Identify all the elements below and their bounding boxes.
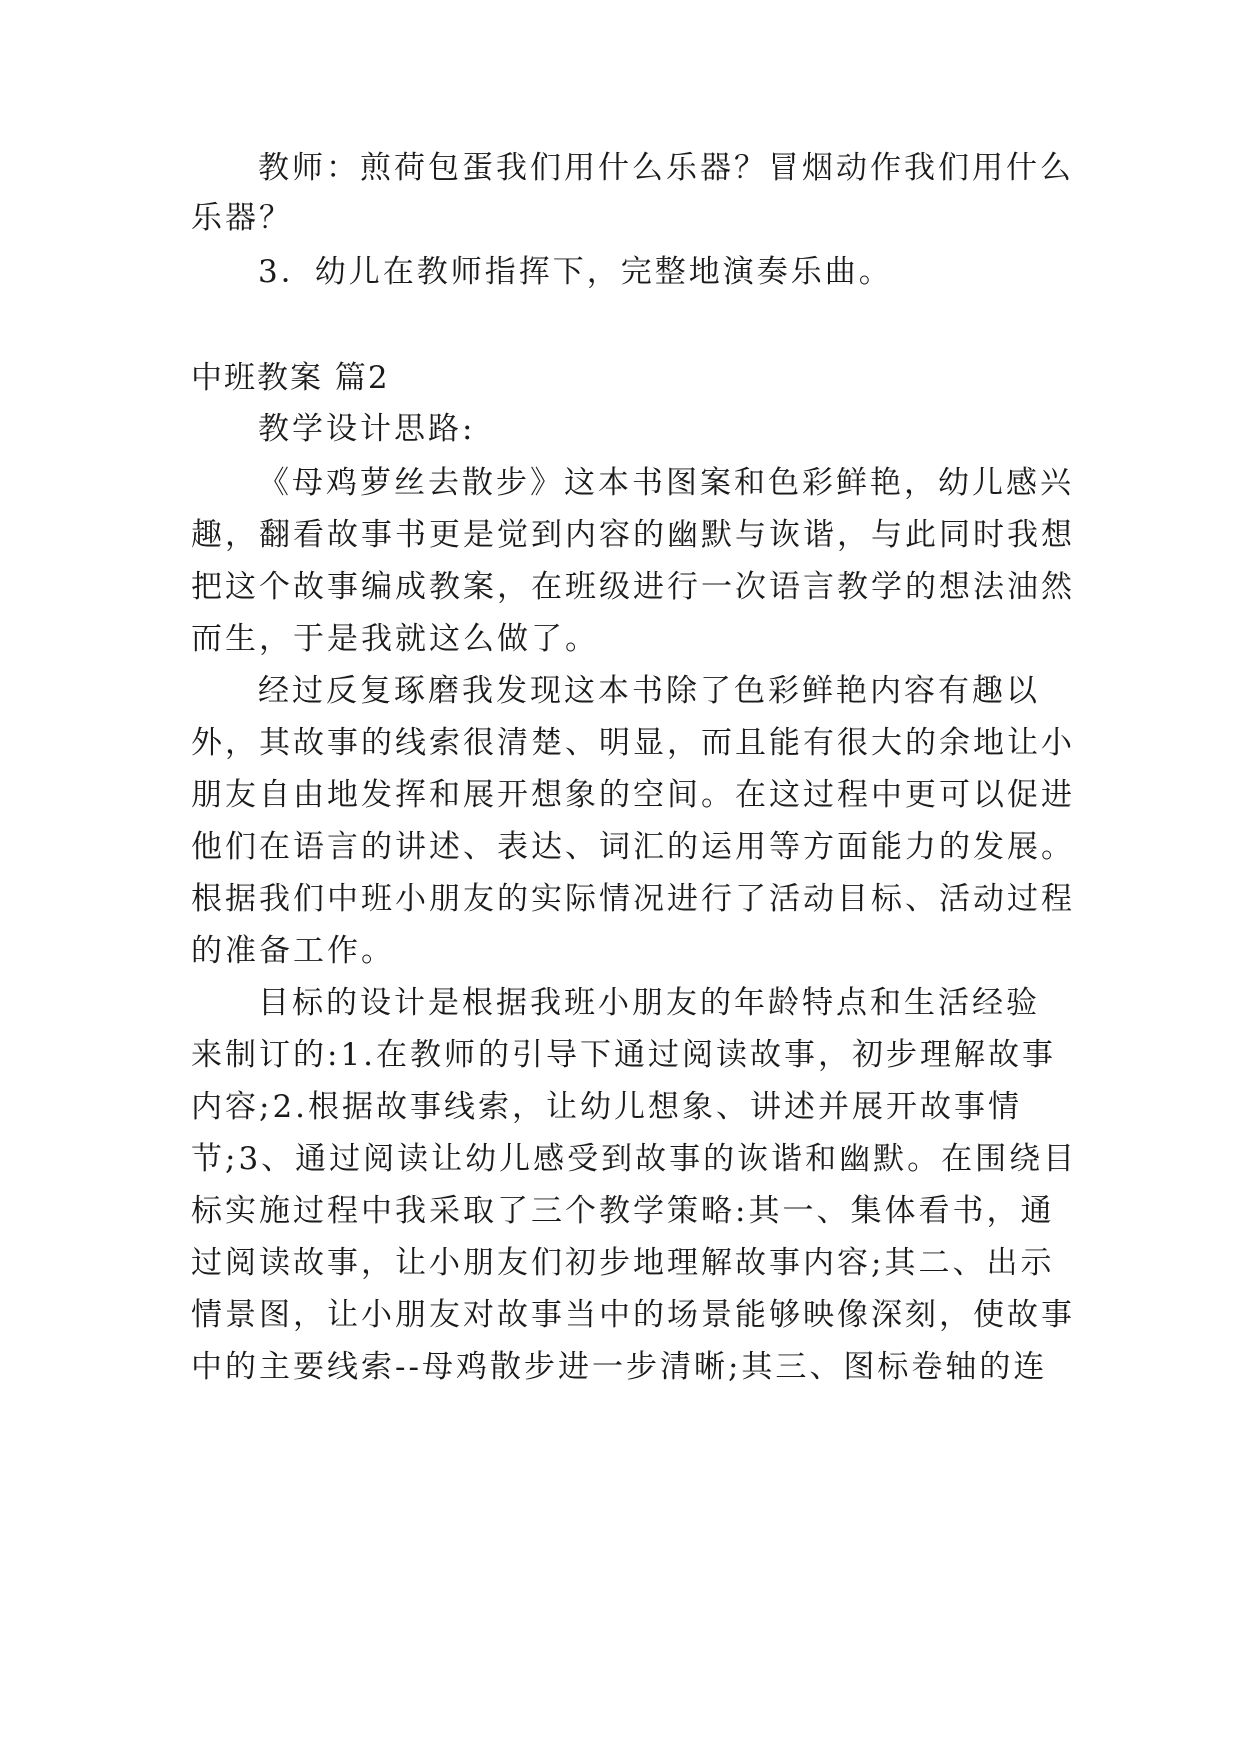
paragraph-line: 而生，于是我就这么做了。 [191,621,599,657]
paragraph-line: 的准备工作。 [191,933,395,969]
paragraph-line: 朋友自由地发挥和展开想象的空间。在这过程中更可以促进 [191,777,1075,813]
paragraph-line: 过阅读故事，让小朋友们初步地理解故事内容;其二、出示 [191,1245,1055,1281]
paragraph-line: 节;3、通过阅读让幼儿感受到故事的诙谐和幽默。在围绕目 [191,1141,1078,1177]
text-line: 3．幼儿在教师指挥下，完整地演奏乐曲。 [258,254,893,290]
paragraph-line: 他们在语言的讲述、表达、词汇的运用等方面能力的发展。 [191,829,1075,865]
paragraph-line: 根据我们中班小朋友的实际情况进行了活动目标、活动过程 [191,881,1075,917]
paragraph-line: 标实施过程中我采取了三个教学策略:其一、集体看书，通 [191,1193,1055,1229]
paragraph-line: 来制订的:1.在教师的引导下通过阅读故事，初步理解故事 [191,1037,1057,1073]
paragraph-line: 把这个故事编成教案，在班级进行一次语言教学的想法油然 [191,569,1075,605]
paragraph-line: 内容;2.根据故事线索，让幼儿想象、讲述并展开故事情 [191,1089,1023,1125]
paragraph-line: 外，其故事的线索很清楚、明显，而且能有很大的余地让小 [191,725,1075,761]
subheading: 教学设计思路: [258,411,476,447]
paragraph-line: 趣，翻看故事书更是觉到内容的幽默与诙谐，与此同时我想 [191,517,1075,553]
section-heading: 中班教案 篇2 [191,360,390,396]
paragraph-line: 经过反复琢磨我发现这本书除了色彩鲜艳内容有趣以 [258,673,1040,709]
paragraph-line: 目标的设计是根据我班小朋友的年龄特点和生活经验 [258,985,1040,1021]
paragraph-line: 情景图，让小朋友对故事当中的场景能够映像深刻，使故事 [191,1297,1075,1333]
paragraph-line: 中的主要线索--母鸡散步进一步清晰;其三、图标卷轴的连 [191,1349,1048,1385]
text-line: 教师：煎荷包蛋我们用什么乐器？冒烟动作我们用什么 [258,150,1074,186]
text-line: 乐器？ [191,200,293,236]
paragraph-line: 《母鸡萝丝去散步》这本书图案和色彩鲜艳，幼儿感兴 [258,465,1074,501]
